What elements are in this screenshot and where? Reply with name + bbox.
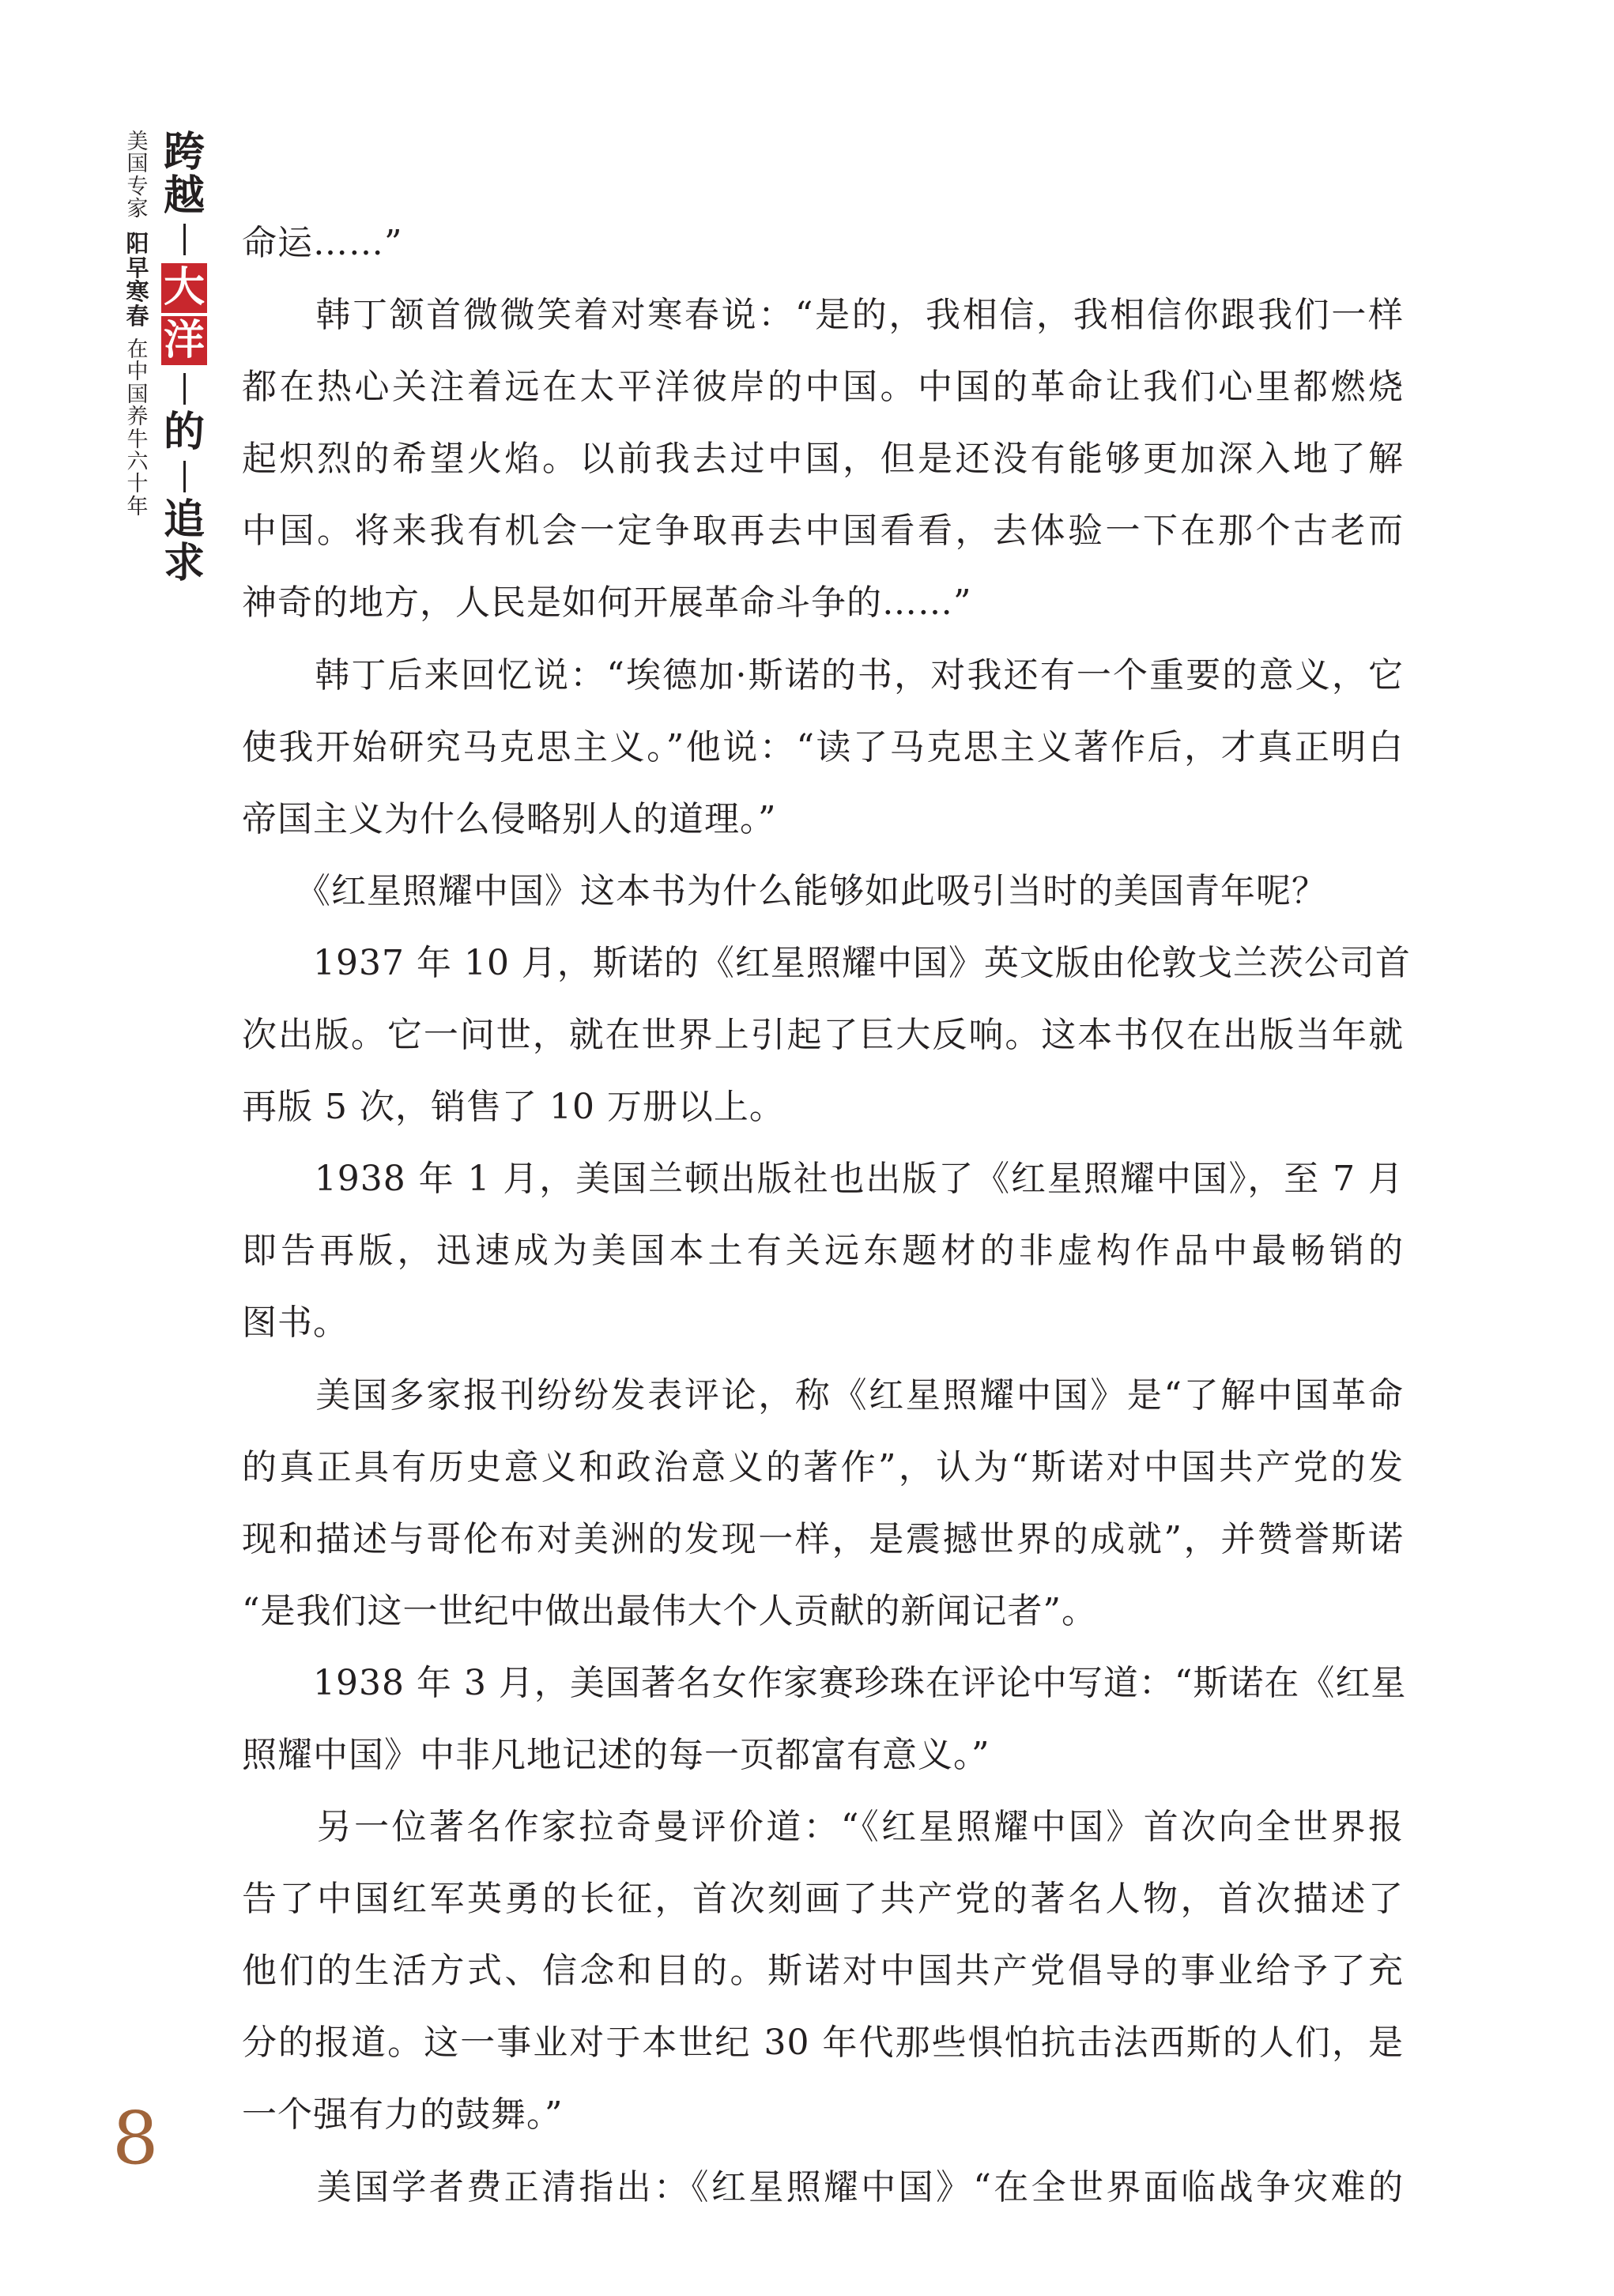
text-line: 另一位著名作家拉奇曼评价道：“《红星照耀中国》首次向全世界报 — [242, 1807, 1404, 1848]
text-line: 1938 年 3 月，美国著名女作家赛珍珠在评论中写道：“斯诺在《红星 — [242, 1662, 1407, 1703]
title-char: 越 — [163, 171, 205, 220]
text-line: 中国。将来我有机会一定争取再去中国看看，去体验一下在那个古老而 — [242, 511, 1404, 552]
author-char: 早 — [126, 254, 149, 281]
title-highlight-char: 洋 — [161, 316, 207, 366]
text-line: 再版 5 次，销售了 10 万册以上。 — [242, 1087, 785, 1128]
body-text — [242, 207, 1411, 2223]
title-divider — [183, 373, 186, 405]
text-line: 帝国主义为什么侵略别人的道理。” — [242, 798, 777, 839]
text-line: 1938 年 1 月，美国兰顿出版社也出版了《红星照耀中国》，至 7 月 — [242, 1159, 1404, 1200]
running-subtitle — [114, 131, 161, 518]
text-line: 美国多家报刊纷纷发表评论，称《红星照耀中国》是“了解中国革命 — [242, 1374, 1404, 1416]
subtitle-char: 国 — [126, 152, 149, 177]
subtitle-char: 年 — [126, 494, 149, 519]
text-line: 命运……” — [242, 223, 403, 263]
text-line: 一个强有力的鼓舞。” — [242, 2094, 564, 2136]
text-line: 照耀中国》中非凡地记述的每一页都富有意义。” — [242, 1734, 990, 1775]
author-char: 春 — [126, 302, 149, 330]
title-char: 追 — [163, 495, 205, 544]
text-line: 分的报道。这一事业对于本世纪 30 年代那些惧怕抗击法西斯的人们，是 — [242, 2023, 1404, 2064]
subtitle-char: 在 — [126, 337, 149, 363]
text-line: 《红星照耀中国》这本书为什么能够如此吸引当时的美国青年呢？ — [242, 870, 1327, 911]
text-line: 使我开始研究马克思主义。”他说：“读了马克思主义著作后，才真正明白 — [242, 726, 1404, 767]
text-line: 起炽烈的希望火焰。以前我去过中国，但是还没有能够更加深入地了解 — [242, 439, 1404, 480]
title-divider — [183, 224, 186, 255]
text-line: 即告再版，迅速成为美国本土有关远东题材的非虚构作品中最畅销的 — [242, 1231, 1404, 1272]
subtitle-char: 牛 — [126, 427, 149, 452]
text-line: 1937 年 10 月，斯诺的《红星照耀中国》英文版由伦敦戈兰茨公司首 — [242, 942, 1411, 983]
title-highlight-char: 大 — [161, 263, 207, 313]
subtitle-char: 家 — [126, 197, 149, 222]
text-line: 神奇的地方，人民是如何开展革命斗争的……” — [242, 582, 972, 624]
text-line: 都在热心关注着远在太平洋彼岸的中国。中国的革命让我们心里都燃烧 — [242, 367, 1404, 408]
page-number: 8 — [112, 2096, 159, 2181]
subtitle-char: 美 — [126, 130, 149, 154]
text-line: 美国学者费正清指出：《红星照耀中国》“在全世界面临战争灾难的 — [242, 2166, 1404, 2207]
subtitle-char: 国 — [126, 382, 149, 407]
text-line: 次出版。它一问世，就在世界上引起了巨大反响。这本书仅在出版当年就 — [242, 1015, 1404, 1056]
title-char: 的 — [163, 408, 205, 457]
subtitle-char: 十 — [126, 472, 149, 497]
subtitle-char: 专 — [126, 174, 149, 199]
text-line: “是我们这一世纪中做出最伟大个人贡献的新闻记者”。 — [242, 1590, 1097, 1631]
text-line: 韩丁后来回忆说：“埃德加·斯诺的书，对我还有一个重要的意义，它 — [242, 654, 1404, 696]
title-char: 求 — [163, 538, 205, 587]
text-line: 告了中国红军英勇的长征，首次刻画了共产党的著名人物，首次描述了 — [242, 1879, 1404, 1920]
title-divider — [183, 461, 186, 492]
text-line: 图书。 — [242, 1303, 349, 1344]
subtitle-char: 六 — [126, 449, 149, 474]
text-line: 他们的生活方式、信念和目的。斯诺对中国共产党倡导的事业给予了充 — [242, 1951, 1404, 1992]
subtitle-char: 养 — [126, 405, 149, 430]
running-title — [156, 128, 212, 587]
text-line: 韩丁颔首微微笑着对寒春说：“是的，我相信，我相信你跟我们一样 — [242, 295, 1404, 336]
text-line: 的真正具有历史意义和政治意义的著作”，认为“斯诺对中国共产党的发 — [242, 1446, 1404, 1487]
text-line: 现和描述与哥伦布对美洲的发现一样，是震撼世界的成就”，并赞誉斯诺 — [242, 1518, 1404, 1559]
author-char: 寒 — [126, 278, 149, 306]
author-char: 阳 — [126, 230, 149, 258]
subtitle-char: 中 — [126, 360, 149, 385]
title-char: 跨 — [163, 128, 205, 176]
